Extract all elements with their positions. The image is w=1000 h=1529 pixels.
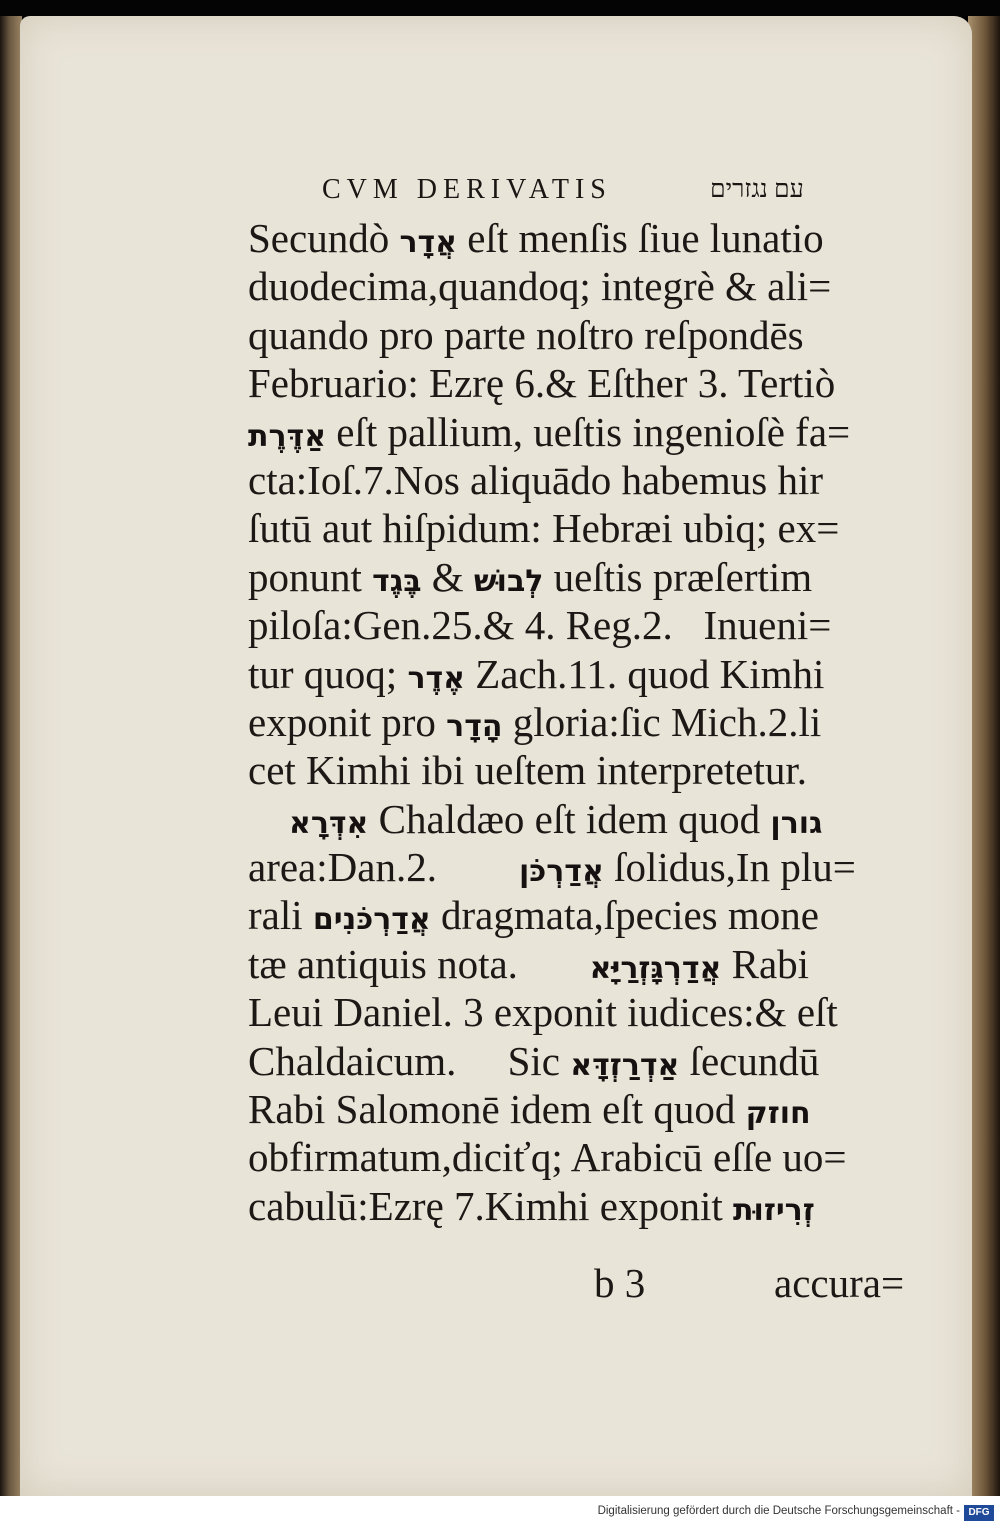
text-line	[248, 795, 938, 843]
book-left-edge	[0, 16, 22, 1496]
text-line	[248, 311, 938, 359]
text-line	[248, 1182, 938, 1230]
hebrew-word: אֲדַרְכֹּן	[518, 854, 604, 890]
latin-text: obfirmatum,diciťq; Arabicū eſſe uo=	[248, 1134, 847, 1181]
text-line	[248, 940, 938, 988]
latin-text: cet Kimhi ibi ueſtem interpretetur.	[248, 747, 808, 794]
latin-text: dragmata,ſpecies mone	[430, 892, 819, 939]
text-line	[248, 891, 938, 939]
digitization-credit-bar	[0, 1496, 1000, 1529]
book-right-edge	[968, 16, 1000, 1496]
latin-text: Secundò	[248, 215, 400, 261]
main-text-block	[248, 214, 938, 1230]
text-line	[248, 553, 938, 601]
latin-text: eſt menſis ſiue lunatio	[457, 215, 824, 261]
latin-text	[248, 796, 289, 842]
latin-text: ſutū aut hiſpidum: Hebræi ubiq; ex=	[248, 505, 840, 552]
latin-text: gloria:ſic Mich.2.li	[502, 698, 822, 745]
credit-text: Digitalisierung gefördert durch die Deutsche Forschungsgemeinschaft -	[597, 1505, 960, 1517]
hebrew-word: בֶּגֶד	[372, 563, 422, 599]
signature-mark: b 3	[594, 1260, 646, 1306]
latin-text: duodecima,quandoq; integrè & ali=	[248, 263, 832, 310]
latin-text: Chaldæo eſt idem quod	[368, 795, 771, 842]
latin-text: eſt pallium, ueſtis ingenioſè fa=	[326, 408, 851, 455]
latin-text: cta:Ioſ.7.Nos aliquādo habemus hir	[248, 456, 824, 503]
latin-text: tæ antiquis nota.	[248, 940, 590, 987]
latin-text: rali	[248, 892, 313, 939]
running-head	[20, 174, 972, 214]
text-line	[248, 359, 938, 407]
latin-text: quando pro parte noſtro reſpondēs	[248, 311, 804, 358]
latin-text: ponunt	[248, 553, 373, 600]
dfg-logo: DFG	[964, 1505, 994, 1521]
hebrew-word: לְבוּשׁ	[473, 563, 544, 599]
text-line	[248, 214, 938, 262]
hebrew-word: גורן	[770, 805, 823, 841]
text-line	[248, 746, 938, 794]
text-line	[248, 1133, 938, 1181]
text-line	[248, 1085, 938, 1133]
text-line	[248, 408, 938, 456]
latin-text: tur quoq;	[248, 650, 408, 697]
hebrew-word: אִדְּרָא	[289, 805, 369, 841]
latin-text: cabulū:Ezrę 7.Kimhi exponit	[248, 1182, 734, 1229]
latin-text: Rabi Salomonē idem eſt quod	[248, 1086, 746, 1133]
text-line	[248, 988, 938, 1036]
text-line	[248, 1037, 938, 1085]
hebrew-word: זְרִיזוּת	[733, 1192, 815, 1228]
text-line	[248, 698, 938, 746]
latin-text: area:Dan.2.	[248, 844, 519, 891]
text-line	[248, 843, 938, 891]
latin-text: Februario: Ezrę 6.& Eſther 3. Tertiò	[248, 360, 836, 407]
hebrew-word: אַדֶּרֶת	[248, 418, 327, 454]
latin-text: piloſa:Gen.25.& 4. Reg.2. Inueni=	[248, 602, 832, 649]
hebrew-word: אַדְרַזְדָּא	[570, 1047, 680, 1083]
hebrew-word: אֲדַרְכֹּנִים	[312, 902, 431, 938]
latin-text: exponit pro	[248, 698, 447, 745]
scan-top-band	[0, 0, 1000, 16]
latin-text: Rabi	[721, 940, 810, 987]
page-footer	[20, 1259, 972, 1307]
text-line	[248, 650, 938, 698]
hebrew-word: אֶדֶר	[407, 660, 465, 696]
catchword: accura=	[774, 1260, 905, 1306]
latin-text: ueſtis præſertim	[543, 553, 813, 600]
book-page	[20, 16, 972, 1496]
latin-text: Leui Daniel. 3 exponit iudices:& eſt	[248, 989, 838, 1036]
text-line	[248, 601, 938, 649]
running-head-hebrew: עם נגזרים	[710, 176, 804, 203]
hebrew-word: אֲדַרְגָּזְרַיָּא	[589, 950, 722, 986]
running-head-latin: CVM DERIVATIS	[322, 174, 612, 205]
hebrew-word: חוזק	[745, 1096, 811, 1132]
text-line	[248, 262, 938, 310]
hebrew-word: הָדָר	[446, 708, 503, 744]
hebrew-word: אֲדָר	[399, 225, 457, 260]
text-line	[248, 456, 938, 504]
latin-text: Chaldaicum. Sic	[248, 1037, 571, 1084]
latin-text: Zach.11. quod Kimhi	[464, 650, 825, 697]
latin-text: &	[421, 553, 474, 600]
text-line	[248, 504, 938, 552]
latin-text: ſecundū	[679, 1037, 820, 1084]
latin-text: ſolidus,In plu=	[603, 844, 856, 891]
